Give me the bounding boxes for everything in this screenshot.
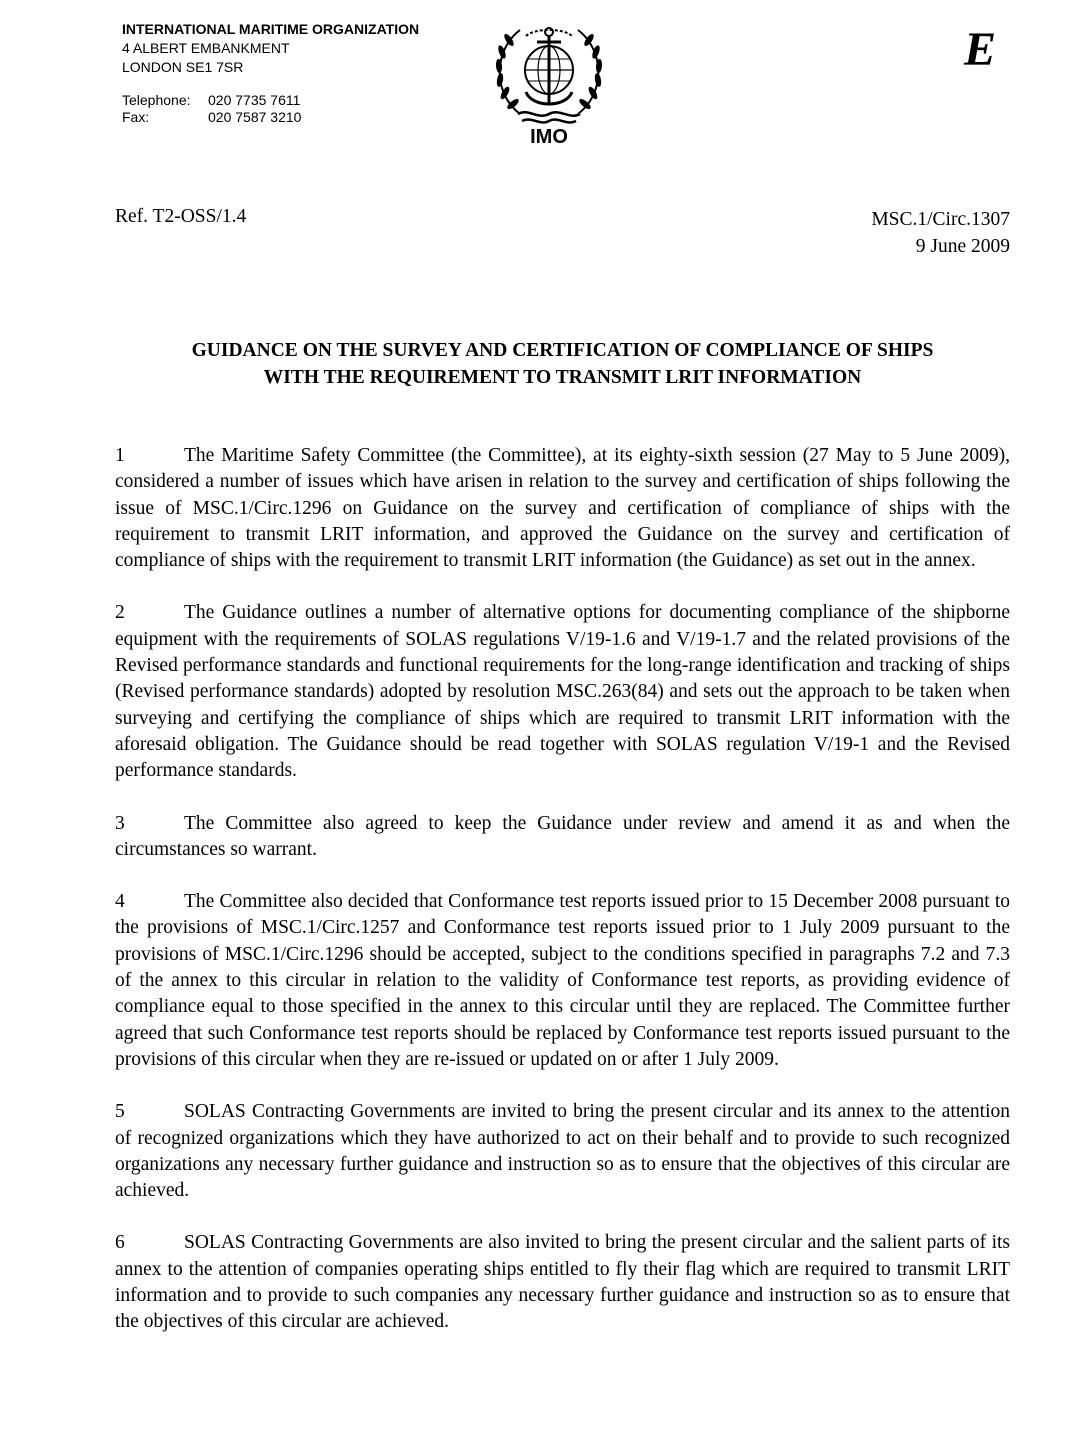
document-title bbox=[115, 337, 1010, 391]
paragraph-number: 2 bbox=[115, 602, 125, 624]
imo-logo-text: IMO bbox=[530, 126, 568, 148]
telephone-label: Telephone: bbox=[122, 92, 191, 108]
paragraph-5 bbox=[115, 1099, 1010, 1204]
paragraph-number: 5 bbox=[115, 1101, 125, 1123]
paragraph-text: The Maritime Safety Committee (the Committee), at its eighty-sixth session (27 May to 5 June 2009), considered a number of issues which have arisen in relation to the survey and certification of ships following the issue of MSC.1/Circ.1296 on Guidance on the survey and certification of compliance of ships with the requirement to transmit LRIT information, and approved the Guidance on the survey and certification of compliance of ships with the requirement to transmit LRIT information (the Guidance) as set out in the annex. bbox=[115, 445, 1010, 572]
paragraph-3 bbox=[115, 811, 1010, 864]
paragraph-text: The Committee also agreed to keep the Guidance under review and amend it as and when the circumstances so warrant. bbox=[115, 812, 1010, 860]
paragraph-2 bbox=[115, 600, 1010, 784]
circular-number: MSC.1/Circ.1307 bbox=[871, 209, 1010, 230]
paragraph-4 bbox=[115, 889, 1010, 1073]
paragraph-number: 6 bbox=[115, 1232, 125, 1254]
paragraph-6 bbox=[115, 1230, 1010, 1335]
fax-label: Fax: bbox=[122, 109, 150, 125]
address-line-1: 4 ALBERT EMBANKMENT bbox=[122, 40, 290, 56]
paragraph-number: 3 bbox=[115, 812, 125, 834]
paragraph-text: SOLAS Contracting Governments are invited to bring the present circular and its annex to the attention of recognized organizations which they have authorized to act on their behalf and to provide to such recognized organizations any necessary further guidance and instruction so as to ensure that the objectives of this circular are achieved. bbox=[115, 1101, 1010, 1202]
address-line-2: LONDON SE1 7SR bbox=[122, 59, 244, 75]
document-date: 9 June 2009 bbox=[915, 236, 1010, 257]
title-line-2: WITH THE REQUIREMENT TO TRANSMIT LRIT INFORMATION bbox=[263, 367, 862, 388]
organization-address bbox=[122, 20, 419, 77]
organization-name: INTERNATIONAL MARITIME ORGANIZATION bbox=[122, 21, 420, 37]
paragraph-text: The Guidance outlines a number of alternative options for documenting compliance of the shipborne equipment with the requirements of SOLAS regulations V/19-1.6 and V/19-1.7 and the related provisions of the Revised performance standards and functional requirements for the long-range identification and tracking of ships (Revised performance standards) adopted by resolution MSC.263(84) and sets out the approach to be taken when surveying and certifying the compliance of ships which are required to transmit LRIT information with the aforesaid obligation. The Guidance should be read together with SOLAS regulation V/19-1 and the Revised performance standards. bbox=[115, 602, 1010, 782]
contact-info bbox=[122, 92, 301, 126]
document-identifier bbox=[871, 206, 1010, 260]
imo-emblem-icon bbox=[490, 22, 608, 126]
fax-number: 020 7587 3210 bbox=[208, 109, 302, 125]
reference-number: Ref. T2-OSS/1.4 bbox=[115, 206, 247, 227]
language-indicator: E bbox=[964, 23, 997, 76]
paragraph-number: 1 bbox=[115, 445, 125, 466]
telephone-number: 020 7735 7611 bbox=[208, 92, 301, 108]
paragraph-1 bbox=[115, 443, 1010, 574]
paragraph-text: SOLAS Contracting Governments are also invited to bring the present circular and the salient parts of its annex to the attention of companies operating ships entitled to fly their flag which are required to transmit LRIT information and to provide to such companies any necessary further guidance and instruction so as to ensure that the objectives of this circular are achieved. bbox=[115, 1232, 1010, 1333]
paragraph-text: The Committee also decided that Conformance test reports issued prior to 15 December 2008 pursuant to the provisions of MSC.1/Circ.1257 and Conformance test reports issued prior to 1 July 2009 pursuant to the provisions of MSC.1/Circ.1296 should be accepted, subject to the conditions specified in paragraphs 7.2 and 7.3 of the annex to this circular in relation to the validity of Conformance test reports, as providing evidence of compliance equal to those specified in the annex to this circular until they are replaced. The Committee further agreed that such Conformance test reports should be replaced by Conformance test reports issued pursuant to the provisions of this circular when they are re-issued or updated on or after 1 July 2009. bbox=[115, 891, 1010, 1070]
paragraph-number: 4 bbox=[115, 891, 125, 913]
document-body bbox=[115, 443, 1010, 1362]
title-line-1: GUIDANCE ON THE SURVEY AND CERTIFICATION OF COMPLIANCE OF SHIPS bbox=[191, 340, 934, 361]
